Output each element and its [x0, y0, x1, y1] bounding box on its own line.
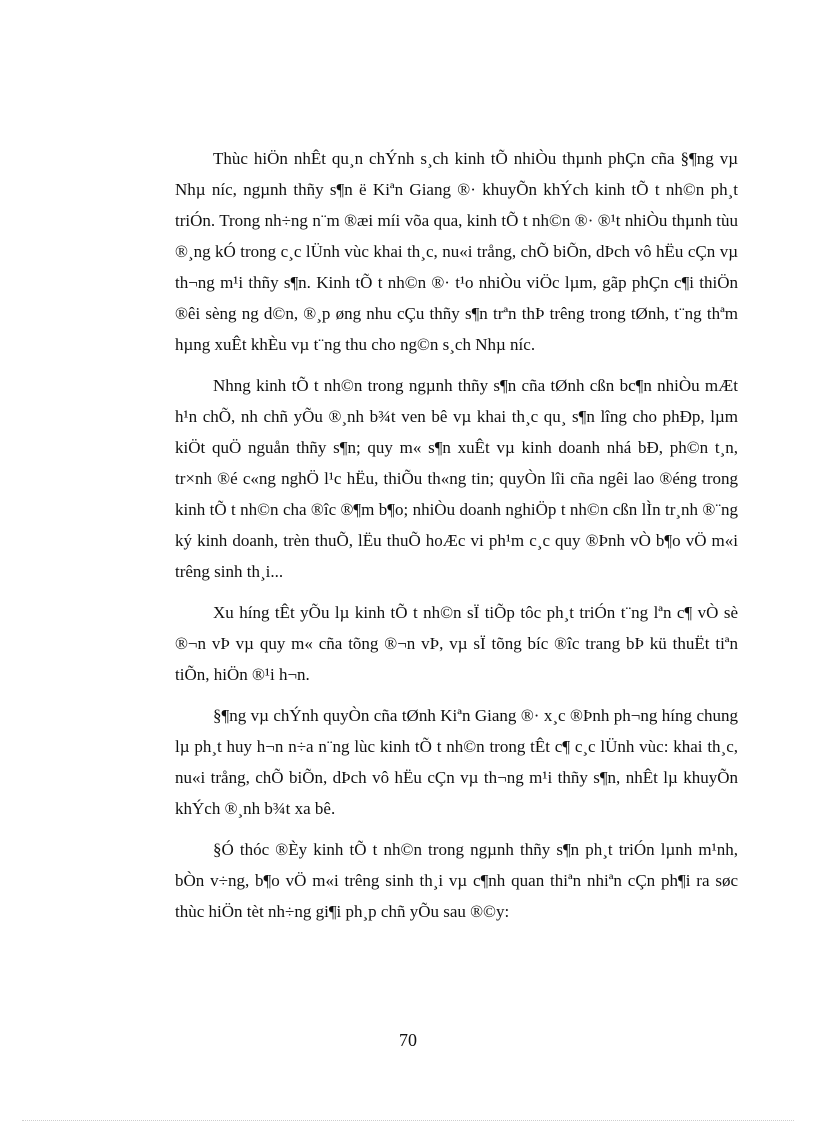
paragraph-1: Thùc hiÖn nhÊt qu¸n chÝnh s¸ch kinh tÕ nhiÒu thµnh phÇn cña §¶ng vµ Nhµ níc, ngµnh thñy s¶n ë Kiªn Giang ®· khuyÕn khÝch kinh tÕ t nh©n ph¸t triÓn. Trong nh÷ng n¨m ®æi míi võa qua, kinh tÕ t nh©n ®· ®¹t nhiÒu thµnh tùu ®¸ng kÓ trong c¸c lÜnh vùc khai th¸c, nu«i trång, chÕ biÕn, dÞch vô hËu cÇn vµ th¬ng m¹i thñy s¶n. Kinh tÕ t nh©n ®· t¹o nhiÒu viÖc lµm, gãp phÇn c¶i thiÖn ®êi sèng ng d©n, ®¸p øng nhu cÇu thñy s¶n trªn thÞ trêng trong tØnh, t¨ng thªm hµng xuÊt khÈu vµ t¨ng thu cho ng©n s¸ch Nhµ níc.: [175, 149, 738, 354]
paragraph-3: Xu híng tÊt yÕu lµ kinh tÕ t nh©n sÏ tiÕp tôc ph¸t triÓn t¨ng lªn c¶ vÒ sè ®¬n vÞ vµ quy m« cña tõng ®¬n vÞ, vµ sÏ tõng bíc ®îc trang bÞ kü thuËt tiªn tiÕn, hiÖn ®¹i h¬n.: [175, 603, 738, 684]
paragraph-4: §¶ng vµ chÝnh quyÒn cña tØnh Kiªn Giang ®· x¸c ®Þnh ph¬ng híng chung lµ ph¸t huy h¬n n÷a n¨ng lùc kinh tÕ t nh©n trong tÊt c¶ c¸c lÜnh vùc: khai th¸c, nu«i trång, chÕ biÕn, dÞch vô hËu cÇn vµ th¬ng m¹i thñy s¶n, nhÊt lµ khuyÕn khÝch ®¸nh b¾t xa bê.: [175, 706, 738, 818]
paragraph-2: Nhng kinh tÕ t nh©n trong ngµnh thñy s¶n cña tØnh cßn bc¶n nhiÒu mÆt h¹n chÕ, nh chñ yÕu ®¸nh b¾t ven bê vµ khai th¸c qu¸ s¶n lîng cho phÐp, lµm kiÖt quÖ nguån thñy s¶n; quy m« s¶n xuÊt vµ kinh doanh nhá bÐ, ph©n t¸n, tr×nh ®é c«ng nghÖ l¹c hËu, thiÕu th«ng tin; quyÒn lîi cña ngêi lao ®éng trong kinh tÕ t nh©n cha ®îc ®¶m b¶o; nhiÒu doanh nghiÖp t nh©n cßn lÌn tr¸nh ®¨ng ký kinh doanh, trèn thuÕ, lËu thuÕ hoÆc vi ph¹m c¸c quy ®Þnh vÒ b¶o vÖ m«i trêng sinh th¸i...: [175, 376, 738, 581]
page-bottom-divider: [22, 1120, 794, 1121]
body-text: [175, 143, 738, 927]
paragraph-5: §Ó thóc ®Èy kinh tÕ t nh©n trong ngµnh thñy s¶n ph¸t triÓn lµnh m¹nh, bÒn v÷ng, b¶o vÖ m«i trêng sinh th¸i vµ c¶nh quan thiªn nhiªn cÇn ph¶i ra søc thùc hiÖn tèt nh÷ng gi¶i ph¸p chñ yÕu sau ®©y:: [175, 840, 738, 921]
page-number: 70: [399, 1030, 417, 1050]
